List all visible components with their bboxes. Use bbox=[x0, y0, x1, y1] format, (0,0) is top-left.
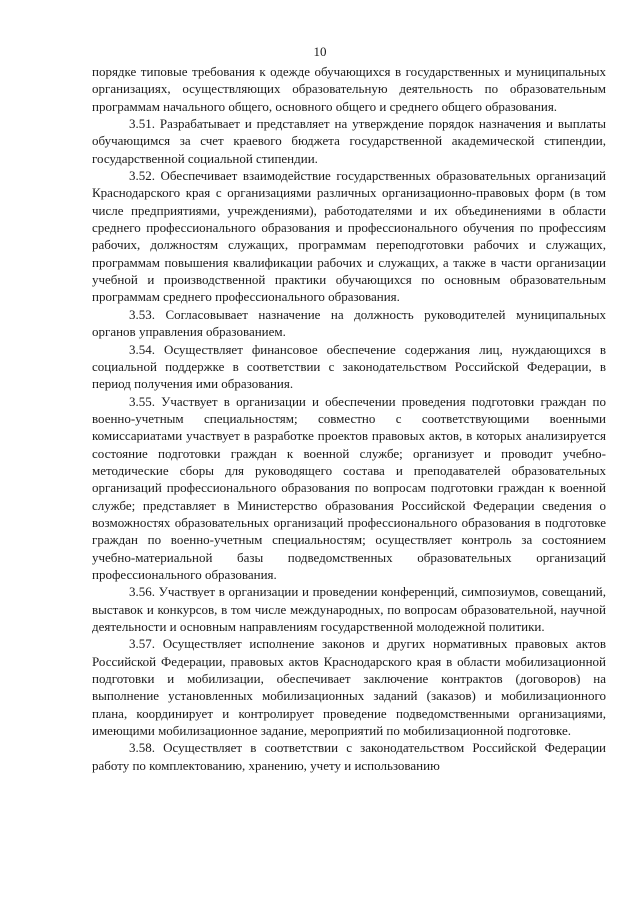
paragraph-3-55: 3.55. Участвует в организации и обеспечении проведения подготовки граждан по военно-учетным специальностям; совместно с соответствующими военными комиссариатами участвует в разработке проектов правовых актов, в которых анализируется состояние подготовки граждан к военной службе; организует и проводит учебно-методические сборы для руководящего состава и преподавателей образовательных организаций профессионального образования по вопросам подготовки граждан к военной службе; представляет в Министерство образования Российской Федерации сведения о возможностях образовательных организаций профессионального образования в подготовке граждан по военно-учетным специальностям; осуществляет контроль за состоянием учебно-материальной базы подведомственных образовательных организаций профессионального образования. bbox=[92, 393, 606, 582]
page-number: 10 bbox=[313, 44, 327, 59]
paragraph-3-58: 3.58. Осуществляет в соответствии с законодательством Российской Федерации работу по комплектованию, хранению, учету и использованию bbox=[92, 740, 606, 773]
paragraph-3-54: 3.54. Осуществляет финансовое обеспечение содержания лиц, нуждающихся в социальной поддержке в соответствии с законодательством Российской Федерации, в период получения ими образования. bbox=[92, 341, 606, 392]
paragraph-3-57: 3.57. Осуществляет исполнение законов и других нормативных правовых актов Российской Федерации, правовых актов Краснодарского края в области мобилизационной подготовки и мобилизации, обеспечивает заключение контрактов (договоров) на выполнение установленных мобилизационных заданий (заказов) и мобилизационного плана, координирует и контролирует проведение подведомственными организациями, имеющими мобилизационное задание, мероприятий по мобилизационной подготовке. bbox=[92, 636, 606, 739]
paragraph-3-56: 3.56. Участвует в организации и проведении конференций, симпозиумов, совещаний, выставок и конкурсов, в том числе международных, по вопросам образовательной, научной деятельности и основным направлениям государственной молодежной политики. bbox=[92, 584, 606, 634]
paragraph-3-52: 3.52. Обеспечивает взаимодействие государственных образовательных организаций Краснодарского края с организациями различных организационно-правовых форм (в том числе предприятиями, учреждениями), работодателями и их объединениями в области среднего профессионального образования и профессионального обучения по профессиям рабочих, должностям служащих, программам переподготовки рабочих и служащих, программам повышения квалификации рабочих и служащих, а также в части организации учебной и производственной практики обучающихся по основным образовательным программам среднего профессионального образования. bbox=[92, 168, 606, 305]
paragraph-3-51: 3.51. Разрабатывает и представляет на утверждение порядок назначения и выплаты обучающимся за счет краевого бюджета государственной академической стипендии, государственной социальной стипендии. bbox=[92, 116, 606, 166]
paragraph-continuation: порядке типовые требования к одежде обучающихся в государственных и муниципальных организациях, осуществляющих образовательную деятельность по образовательным программам начального общего, основного общего и среднего общего образования. bbox=[92, 64, 606, 114]
paragraph-3-53: 3.53. Согласовывает назначение на должность руководителей муниципальных органов управления образованием. bbox=[92, 306, 606, 340]
document-body bbox=[92, 63, 606, 774]
